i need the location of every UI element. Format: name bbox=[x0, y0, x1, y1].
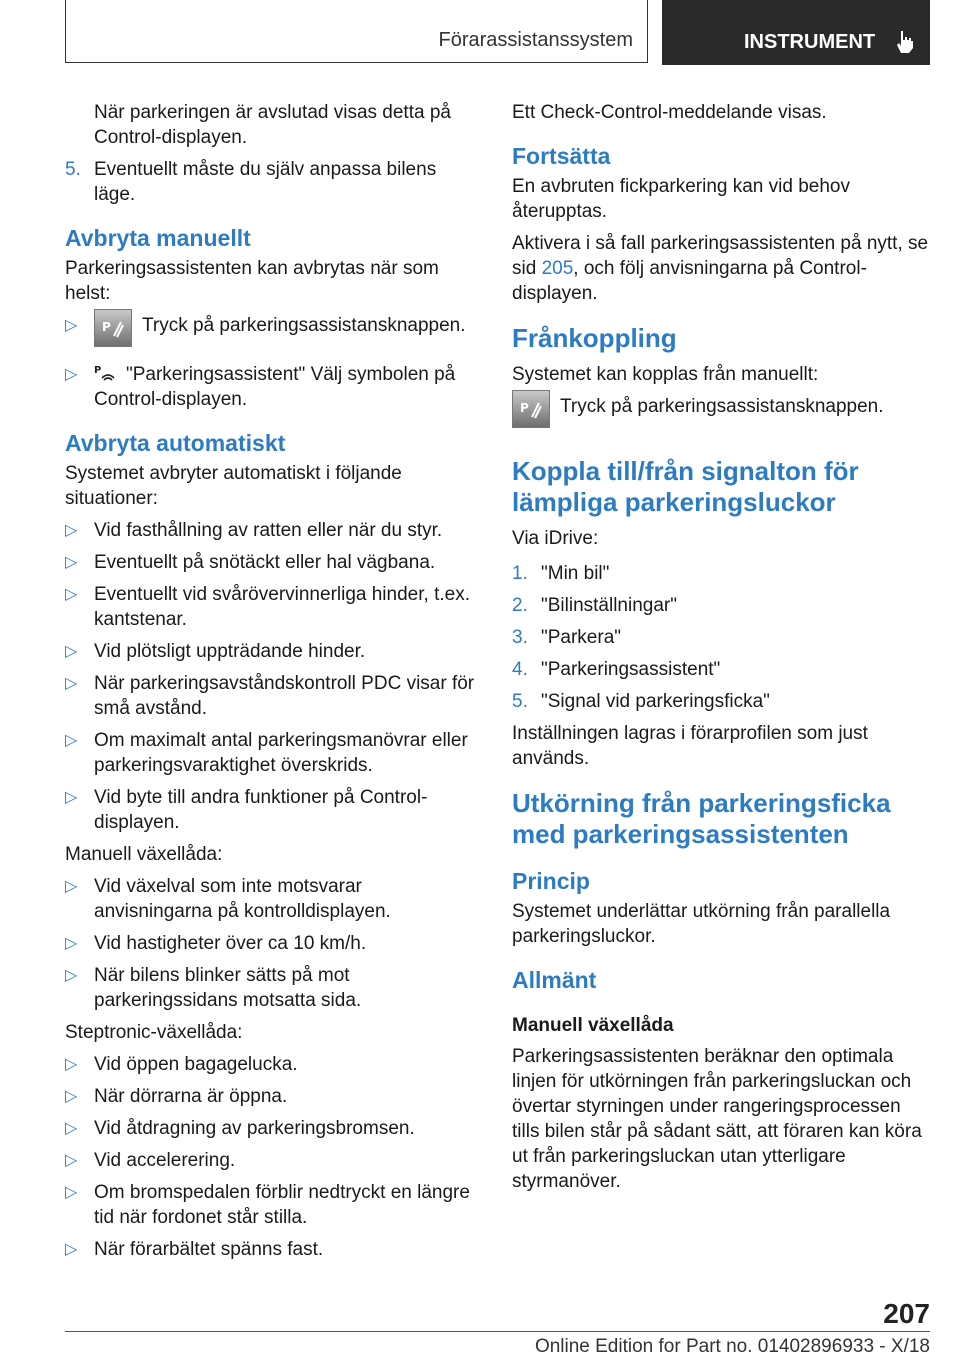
step-text: "Parkera" bbox=[541, 627, 622, 648]
bullet-text: När parkeringsavståndskontroll PDC visar för små avstånd. bbox=[94, 673, 475, 719]
triangle-bullet-icon: ▷ bbox=[65, 935, 78, 952]
triangle-bullet-icon: ▷ bbox=[65, 789, 78, 806]
page-header bbox=[65, 0, 930, 65]
triangle-bullet-icon: ▷ bbox=[65, 366, 78, 383]
bullet-text: Tryck på parkeringsassistansknappen. bbox=[142, 315, 466, 336]
left-column bbox=[65, 100, 480, 1269]
triangle-bullet-icon: ▷ bbox=[65, 1241, 78, 1258]
hand-pointer-icon bbox=[892, 28, 918, 54]
list-item bbox=[512, 657, 930, 682]
paragraph-general: Parkeringsassistenten beräknar den optimala linjen för utkörningen från parkeringsluckan och övertar styrningen under rangeringsprocessen tills bilen står på sådant sätt, att föraren kan köra ut från parkeringsluckan utan ytterligare styrmanöver. bbox=[512, 1046, 922, 1192]
footer-divider bbox=[65, 1331, 930, 1332]
bullet-text: Eventuellt vid svårövervinnerliga hinder, t.ex. kantstenar. bbox=[94, 584, 470, 630]
paragraph-cancel-auto: Systemet avbryter automatiskt i följande situationer: bbox=[65, 463, 402, 509]
paragraph-saved: Inställningen lagras i förarprofilen som just används. bbox=[512, 723, 868, 769]
paragraph-check-control: Ett Check-Control-meddelande visas. bbox=[512, 102, 827, 123]
triangle-bullet-icon: ▷ bbox=[65, 878, 78, 895]
step-text: Eventuellt måste du själv anpassa bilens läge. bbox=[94, 159, 437, 205]
step-text: "Parkeringsassistent" bbox=[541, 659, 721, 680]
list-item bbox=[65, 639, 480, 664]
list-item bbox=[65, 671, 480, 721]
triangle-bullet-icon: ▷ bbox=[65, 554, 78, 571]
steps-list bbox=[512, 561, 930, 714]
heading-general: Allmänt bbox=[512, 967, 597, 993]
bullet-text: När förarbältet spänns fast. bbox=[94, 1239, 324, 1260]
step-text: "Signal vid parkeringsficka" bbox=[541, 691, 770, 712]
bullet-text: Vid hastigheter över ca 10 km/h. bbox=[94, 933, 367, 954]
list-item bbox=[65, 931, 480, 956]
list-item bbox=[512, 593, 930, 618]
right-column bbox=[512, 100, 930, 1201]
step-number: 4. bbox=[512, 659, 528, 680]
triangle-bullet-icon: ▷ bbox=[65, 1184, 78, 1201]
list-item bbox=[65, 1052, 480, 1077]
disconnect-button-text: Tryck på parkeringsassistansknappen. bbox=[560, 396, 884, 417]
chapter-title: INSTRUMENT bbox=[744, 31, 876, 53]
bullet-text: Vid accelerering. bbox=[94, 1150, 236, 1171]
svg-text:P: P bbox=[94, 365, 102, 376]
heading-continue: Fortsätta bbox=[512, 143, 611, 169]
page-number: 207 bbox=[883, 1298, 930, 1329]
triangle-bullet-icon: ▷ bbox=[65, 1120, 78, 1137]
steptronic-list bbox=[65, 1052, 480, 1262]
footer-edition: Online Edition for Part no. 01402896933 - X/18 bbox=[534, 1336, 930, 1357]
parking-assist-button-icon bbox=[512, 390, 550, 428]
bullet-text: Eventuellt på snötäckt eller hal vägbana. bbox=[94, 552, 436, 573]
bullet-text: När bilens blinker sätts på mot parkeringssidans motsatta sida. bbox=[94, 965, 362, 1011]
heading-cancel-manual: Avbryta manuellt bbox=[65, 225, 251, 251]
step-number: 1. bbox=[512, 563, 528, 584]
list-item bbox=[65, 1148, 480, 1173]
paragraph-activate-text: , och följ anvisningarna på Control-displayen. bbox=[512, 258, 867, 304]
auto-list bbox=[65, 518, 480, 835]
triangle-bullet-icon: ▷ bbox=[65, 675, 78, 692]
bullet-text: Om bromspedalen förblir nedtryckt en längre tid när fordonet står stilla. bbox=[94, 1182, 470, 1228]
bullet-text: Vid byte till andra funktioner på Control-displayen. bbox=[94, 787, 428, 833]
bullet-text: "Parkeringsassistent" Välj symbolen på Control-displayen. bbox=[94, 364, 456, 410]
heading-principle: Princip bbox=[512, 868, 590, 894]
list-item bbox=[65, 1180, 480, 1230]
list-item bbox=[512, 689, 930, 714]
list-item bbox=[65, 728, 480, 778]
list-item bbox=[65, 550, 480, 575]
subheading-manual-gear: Manuell växellåda bbox=[512, 1015, 674, 1036]
step-number: 5. bbox=[65, 159, 81, 180]
bullet-text: Vid plötsligt uppträdande hinder. bbox=[94, 641, 366, 662]
triangle-bullet-icon: ▷ bbox=[65, 317, 78, 334]
paragraph-continue: En avbruten fickparkering kan vid behov återupptas. bbox=[512, 176, 850, 222]
heading-exit: Utkörning från parkeringsficka med parkeringsassistenten bbox=[512, 788, 891, 849]
heading-disconnect: Frånkoppling bbox=[512, 323, 677, 353]
list-item bbox=[65, 313, 480, 355]
list-item bbox=[65, 785, 480, 835]
list-item bbox=[65, 963, 480, 1013]
step-number: 5. bbox=[512, 691, 528, 712]
svg-text:P: P bbox=[102, 320, 111, 334]
list-item bbox=[65, 874, 480, 924]
step-number: 2. bbox=[512, 595, 528, 616]
step-text: "Min bil" bbox=[541, 563, 610, 584]
paragraph-activate-text: Aktivera i så fall parkeringsassistenten på nytt, se sid bbox=[512, 233, 929, 279]
list-item bbox=[65, 1084, 480, 1109]
heading-signal: Koppla till/från signalton för lämpliga parkeringsluckor bbox=[512, 456, 859, 517]
paragraph-activate bbox=[512, 231, 930, 306]
manual-gear-list bbox=[65, 874, 480, 1013]
paragraph-idrive: Via iDrive: bbox=[512, 528, 599, 549]
disconnect-button-line bbox=[512, 394, 930, 428]
paragraph-principle: Systemet underlättar utkörning från parallella parkeringsluckor. bbox=[512, 901, 891, 947]
parking-assistant-symbol-icon bbox=[94, 362, 118, 384]
bullet-text: Vid växelval som inte motsvarar anvisningarna på kontrolldisplayen. bbox=[94, 876, 391, 922]
step-number: 3. bbox=[512, 627, 528, 648]
triangle-bullet-icon: ▷ bbox=[65, 522, 78, 539]
triangle-bullet-icon: ▷ bbox=[65, 1056, 78, 1073]
parking-assist-button-icon bbox=[94, 309, 132, 347]
triangle-bullet-icon: ▷ bbox=[65, 967, 78, 984]
bullet-text: Vid fasthållning av ratten eller när du styr. bbox=[94, 520, 443, 541]
triangle-bullet-icon: ▷ bbox=[65, 1088, 78, 1105]
bullet-text: Vid åtdragning av parkeringsbromsen. bbox=[94, 1118, 415, 1139]
list-item bbox=[65, 157, 480, 207]
paragraph-cancel-manual: Parkeringsassistenten kan avbrytas när som helst: bbox=[65, 258, 439, 304]
paragraph-manual-gear: Manuell växellåda: bbox=[65, 844, 223, 865]
svg-text:P: P bbox=[520, 401, 529, 415]
list-item bbox=[512, 561, 930, 586]
triangle-bullet-icon: ▷ bbox=[65, 586, 78, 603]
chapter-tab bbox=[662, 0, 930, 65]
list-item bbox=[512, 625, 930, 650]
paragraph-intro: När parkeringen är avslutad visas detta på Control-displayen. bbox=[94, 102, 451, 148]
triangle-bullet-icon: ▷ bbox=[65, 1152, 78, 1169]
triangle-bullet-icon: ▷ bbox=[65, 643, 78, 660]
paragraph-disconnect: Systemet kan kopplas från manuellt: bbox=[512, 364, 819, 385]
bullet-text: Om maximalt antal parkeringsmanövrar eller parkeringsvaraktighet överskrids. bbox=[94, 730, 468, 776]
bullet-text: När dörrarna är öppna. bbox=[94, 1086, 288, 1107]
list-item bbox=[65, 518, 480, 543]
list-item bbox=[65, 1116, 480, 1141]
triangle-bullet-icon: ▷ bbox=[65, 732, 78, 749]
list-item bbox=[65, 362, 480, 412]
list-item bbox=[65, 1237, 480, 1262]
list-item bbox=[65, 582, 480, 632]
section-title: Förarassistanssystem bbox=[65, 0, 648, 63]
heading-cancel-auto: Avbryta automatiskt bbox=[65, 430, 286, 456]
bullet-text: Vid öppen bagagelucka. bbox=[94, 1054, 298, 1075]
step-text: "Bilinställningar" bbox=[541, 595, 677, 616]
paragraph-steptronic: Steptronic-växellåda: bbox=[65, 1022, 243, 1043]
page-reference-link[interactable]: 205 bbox=[541, 258, 574, 279]
